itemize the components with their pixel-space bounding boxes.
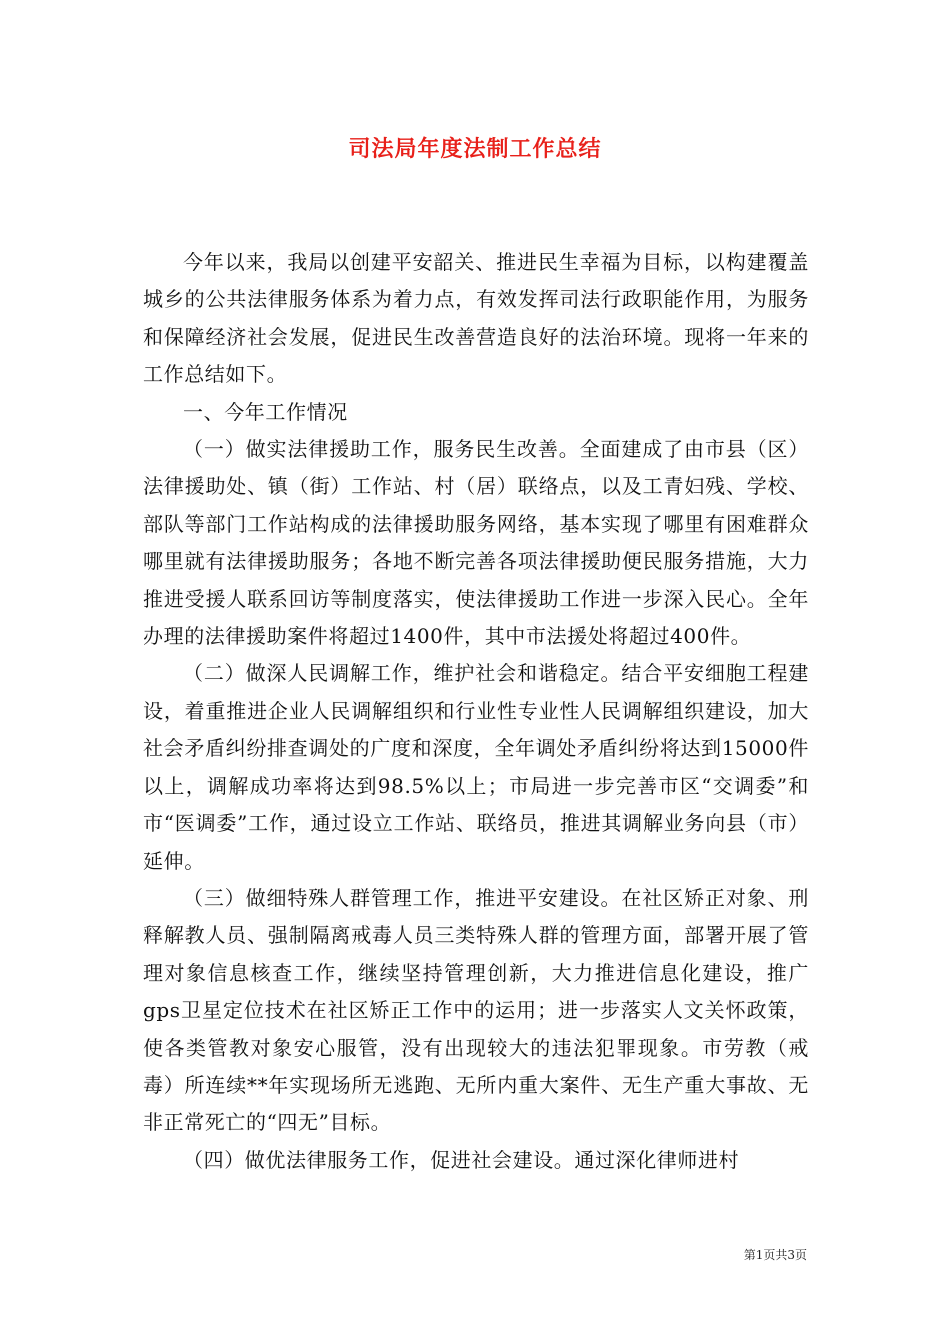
- page-number: 第1页共3页: [743, 1248, 807, 1262]
- paragraph-legal-services: （四）做优法律服务工作，促进社会建设。通过深化律师进村: [183, 1147, 740, 1172]
- document-body: [143, 244, 809, 1179]
- paragraph-legal-aid: （一）做实法律援助工作，服务民生改善。全面建成了由市县（区）法律援助处、镇（街）工作站、村（居）联络点，以及工青妇残、学校、部队等部门工作站构成的法律援助服务网络，基本实现了哪里有困难群众哪里就有法律援助服务；各地不断完善各项法律援助便民服务措施，大力推进受援人联系回访等制度落实，使法律援助工作进一步深入民心。全年办理的法律援助案件将超过1400件，其中市法援处将超过400件。: [143, 437, 809, 649]
- paragraph-mediation: （二）做深人民调解工作，维护社会和谐稳定。结合平安细胞工程建设，着重推进企业人民调解组织和行业性专业性人民调解组织建设，加大社会矛盾纠纷排查调处的广度和深度，全年调处矛盾纠纷将达到15000件以上，调解成功率将达到98.5%以上；市局进一步完善市区“交调委”和市“医调委”工作，通过设立工作站、联络员，推进其调解业务向县（市）延伸。: [143, 661, 809, 873]
- section-heading: 一、今年工作情况: [183, 399, 348, 424]
- document-title: 司法局年度法制工作总结: [348, 137, 602, 162]
- paragraph-special-groups: （三）做细特殊人群管理工作，推进平安建设。在社区矫正对象、刑释解教人员、强制隔离戒毒人员三类特殊人群的管理方面，部署开展了管理对象信息核查工作，继续坚持管理创新，大力推进信息化建设，推广gps卫星定位技术在社区矫正工作中的运用；进一步落实人文关怀政策，使各类管教对象安心服管，没有出现较大的违法犯罪现象。市劳教（戒毒）所连续**年实现场所无逃跑、无所内重大案件、无生产重大事故、无非正常死亡的“四无”目标。: [143, 885, 809, 1135]
- intro-paragraph: 今年以来，我局以创建平安韶关、推进民生幸福为目标，以构建覆盖城乡的公共法律服务体系为着力点，有效发挥司法行政职能作用，为服务和保障经济社会发展，促进民生改善营造良好的法治环境。现将一年来的工作总结如下。: [143, 250, 809, 387]
